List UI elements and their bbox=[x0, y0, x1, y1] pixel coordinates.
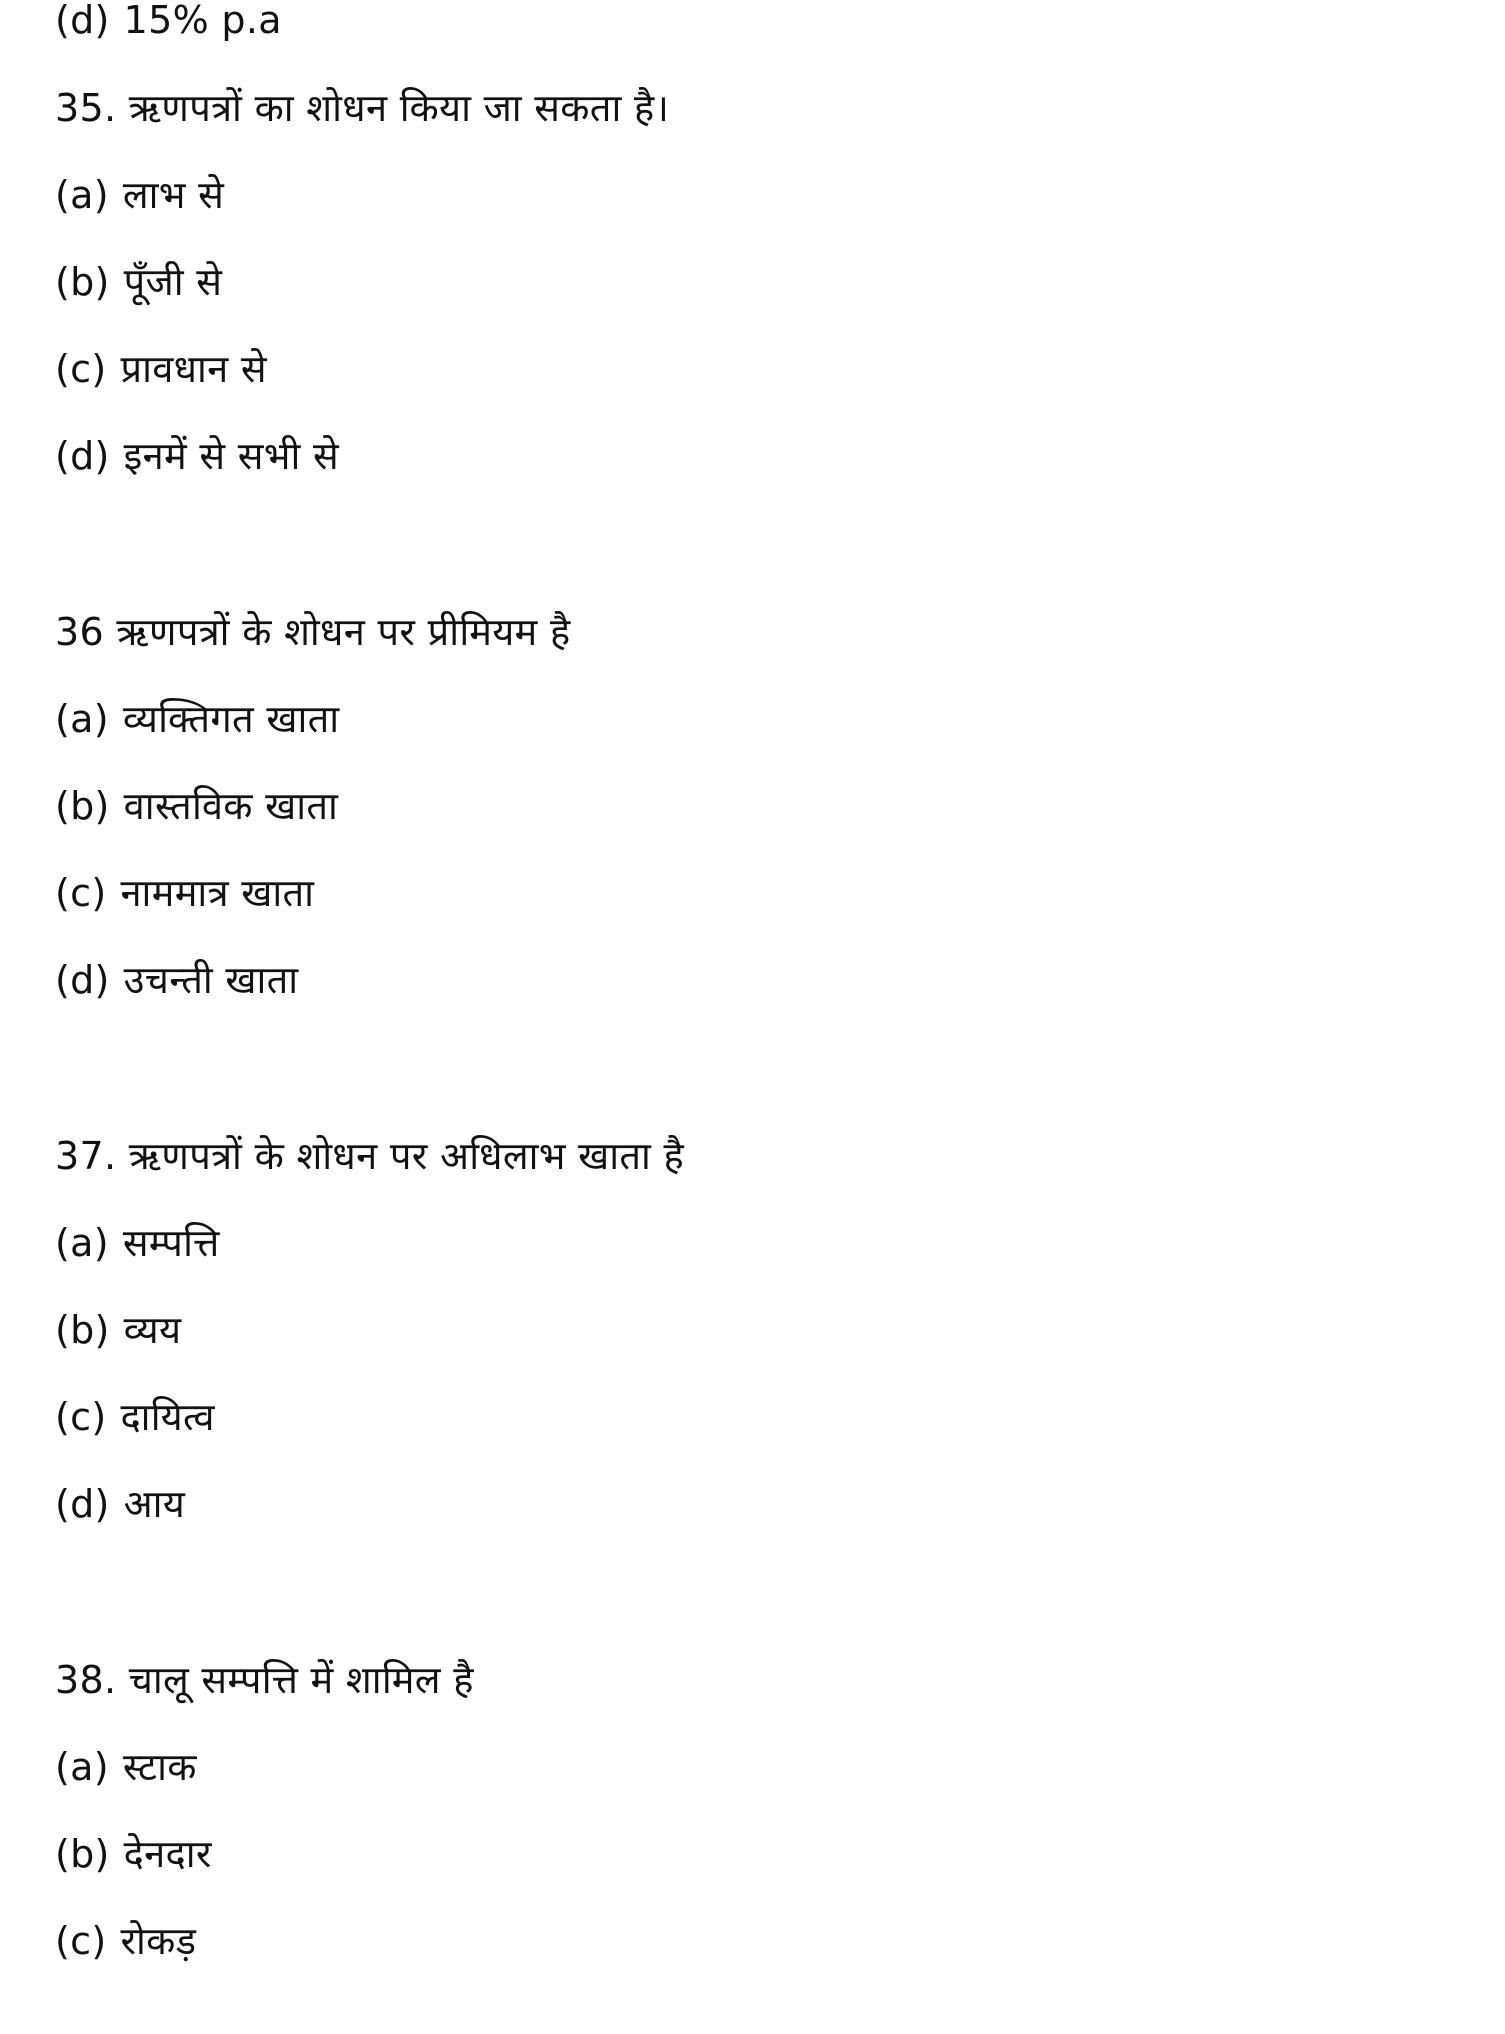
option-b-q37 bbox=[55, 1305, 181, 1355]
option-text: 15% p.a bbox=[123, 0, 282, 42]
option-text: पूँजी से bbox=[123, 260, 223, 304]
option-marker: (d) bbox=[55, 434, 110, 478]
option-marker: (d) bbox=[55, 958, 110, 1002]
option-text: वास्तविक खाता bbox=[123, 784, 339, 828]
option-c-q35 bbox=[55, 344, 267, 394]
option-marker: (c) bbox=[55, 1395, 107, 1439]
option-c-q38 bbox=[55, 1916, 196, 1966]
option-marker: (c) bbox=[55, 1919, 107, 1963]
question-text: 36 ऋणपत्रों के शोधन पर प्रीमियम है bbox=[55, 610, 571, 654]
option-d-q37 bbox=[55, 1479, 185, 1529]
option-c-q36 bbox=[55, 868, 314, 918]
question-text: 38. चालू सम्पत्ति में शामिल है bbox=[55, 1658, 474, 1702]
option-text: दायित्व bbox=[120, 1395, 215, 1439]
option-marker: (a) bbox=[55, 1745, 109, 1789]
question-38 bbox=[55, 1655, 474, 1705]
option-marker: (d) bbox=[55, 1482, 110, 1526]
option-a-q36 bbox=[55, 694, 339, 744]
option-marker: (a) bbox=[55, 1221, 109, 1265]
option-text: रोकड़ bbox=[120, 1919, 197, 1963]
option-text: देनदार bbox=[123, 1832, 212, 1876]
option-b-q35 bbox=[55, 257, 222, 307]
question-text: 35. ऋणपत्रों का शोधन किया जा सकता है। bbox=[55, 86, 670, 130]
option-text: स्टाक bbox=[122, 1745, 197, 1789]
question-37 bbox=[55, 1131, 684, 1181]
option-a-q37 bbox=[55, 1218, 220, 1268]
question-35 bbox=[55, 83, 669, 133]
option-marker: (c) bbox=[55, 871, 107, 915]
option-text: इनमें से सभी से bbox=[123, 434, 340, 478]
option-c-q37 bbox=[55, 1392, 215, 1442]
option-a-q38 bbox=[55, 1742, 197, 1792]
option-b-q38 bbox=[55, 1829, 212, 1879]
option-marker: (a) bbox=[55, 173, 109, 217]
option-text: आय bbox=[123, 1482, 186, 1526]
option-d-q36 bbox=[55, 955, 298, 1005]
question-text: 37. ऋणपत्रों के शोधन पर अधिलाभ खाता है bbox=[55, 1134, 684, 1178]
option-marker: (c) bbox=[55, 347, 107, 391]
option-b-q36 bbox=[55, 781, 338, 831]
option-marker: (b) bbox=[55, 260, 110, 304]
option-text: नाममात्र खाता bbox=[120, 871, 315, 915]
option-text: व्यय bbox=[123, 1308, 182, 1352]
option-marker: (b) bbox=[55, 1308, 110, 1352]
option-marker: (d) bbox=[55, 0, 110, 42]
option-d-q35 bbox=[55, 431, 339, 481]
option-a-q35 bbox=[55, 170, 224, 220]
option-marker: (b) bbox=[55, 784, 110, 828]
option-d-q34 bbox=[55, 0, 282, 45]
option-text: लाभ से bbox=[122, 173, 225, 217]
option-marker: (b) bbox=[55, 1832, 110, 1876]
option-marker: (a) bbox=[55, 697, 109, 741]
option-text: व्यक्तिगत खाता bbox=[122, 697, 340, 741]
option-text: उचन्ती खाता bbox=[123, 958, 299, 1002]
option-text: प्रावधान से bbox=[120, 347, 267, 391]
option-text: सम्पत्ति bbox=[122, 1221, 220, 1265]
question-36 bbox=[55, 607, 570, 657]
